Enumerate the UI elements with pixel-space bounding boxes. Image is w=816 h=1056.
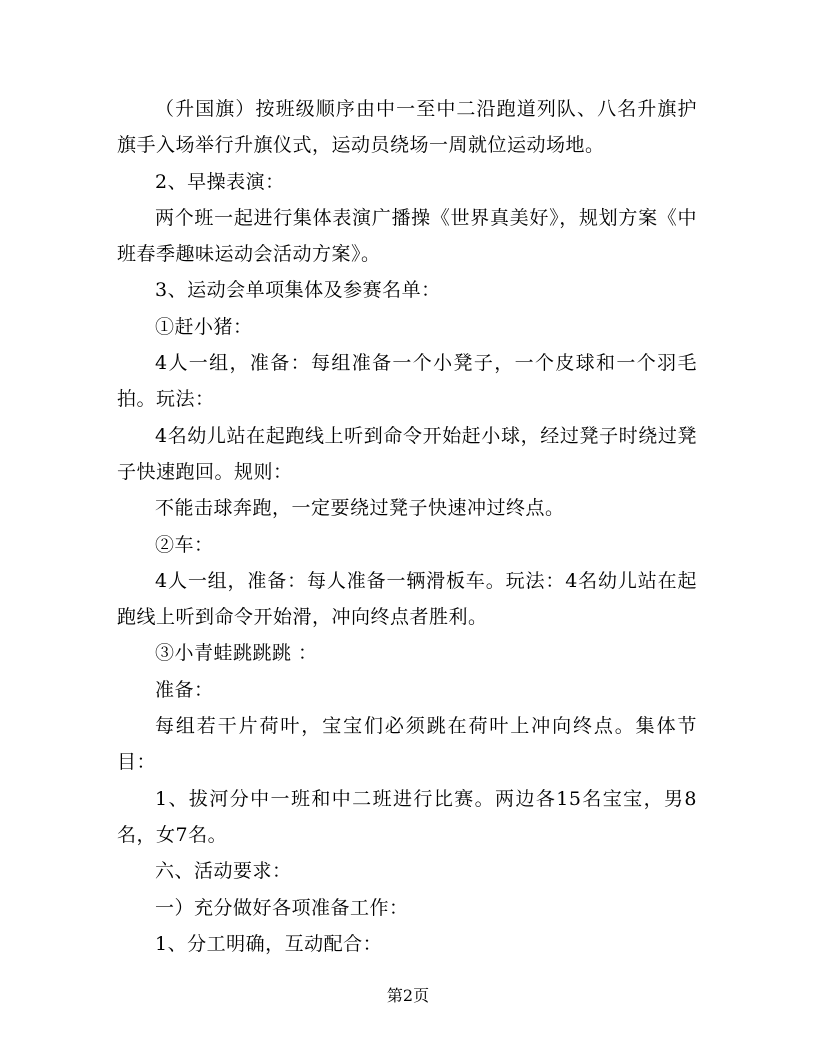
item-division-of-labor: 1、分工明确，互动配合：	[155, 932, 383, 955]
event-title-frog-jump: ③小青蛙跳跳跳 ：	[155, 642, 318, 665]
event-title-drive-pig: ①赶小猪：	[155, 315, 253, 338]
paragraph-drive-pig-rule: 不能击球奔跑，一定要绕过凳子快速冲过终点。	[155, 497, 565, 520]
document-body	[117, 91, 697, 962]
paragraph-broadcast-exercise: 两个班一起进行集体表演广播操《世界真美好》，规划方案《中班春季趣味运动会活动方案》。	[117, 206, 697, 266]
paragraph-drive-pig-play: 4名幼儿站在起跑线上听到命令开始赶小球，经过凳子时绕过凳子快速跑回。规则：	[117, 424, 697, 483]
event-title-car: ②车：	[155, 533, 214, 556]
heading-event-list: 3、运动会单项集体及参赛名单：	[155, 279, 441, 302]
paragraph-tug-of-war: 1、拔河分中一班和中二班进行比赛。两边各15名宝宝，男8名，女7名。	[117, 787, 697, 846]
page-number: 第2页	[386, 986, 430, 1005]
heading-activity-requirements: 六、活动要求：	[155, 860, 292, 883]
paragraph-drive-pig-prep: 4人一组，准备：每组准备一个小凳子，一个皮球和一个羽毛拍。玩法：	[117, 352, 697, 411]
subheading-preparation: 一）充分做好各项准备工作：	[155, 896, 409, 919]
paragraph-frog-prep-label: 准备：	[155, 678, 214, 701]
heading-morning-exercise: 2、早操表演：	[155, 170, 285, 193]
paragraph-flag-raising: （升国旗）按班级顺序由中一至中二沿跑道列队、八名升旗护旗手入场举行升旗仪式，运动员绕场一周就位运动场地。	[117, 98, 697, 157]
paragraph-car-prep: 4人一组，准备：每人准备一辆滑板车。玩法：4名幼儿站在起跑线上听到命令开始滑，冲向终点者胜利。	[117, 569, 697, 629]
paragraph-frog-prep: 每组若干片荷叶，宝宝们必须跳在荷叶上冲向终点。集体节目：	[117, 715, 697, 774]
